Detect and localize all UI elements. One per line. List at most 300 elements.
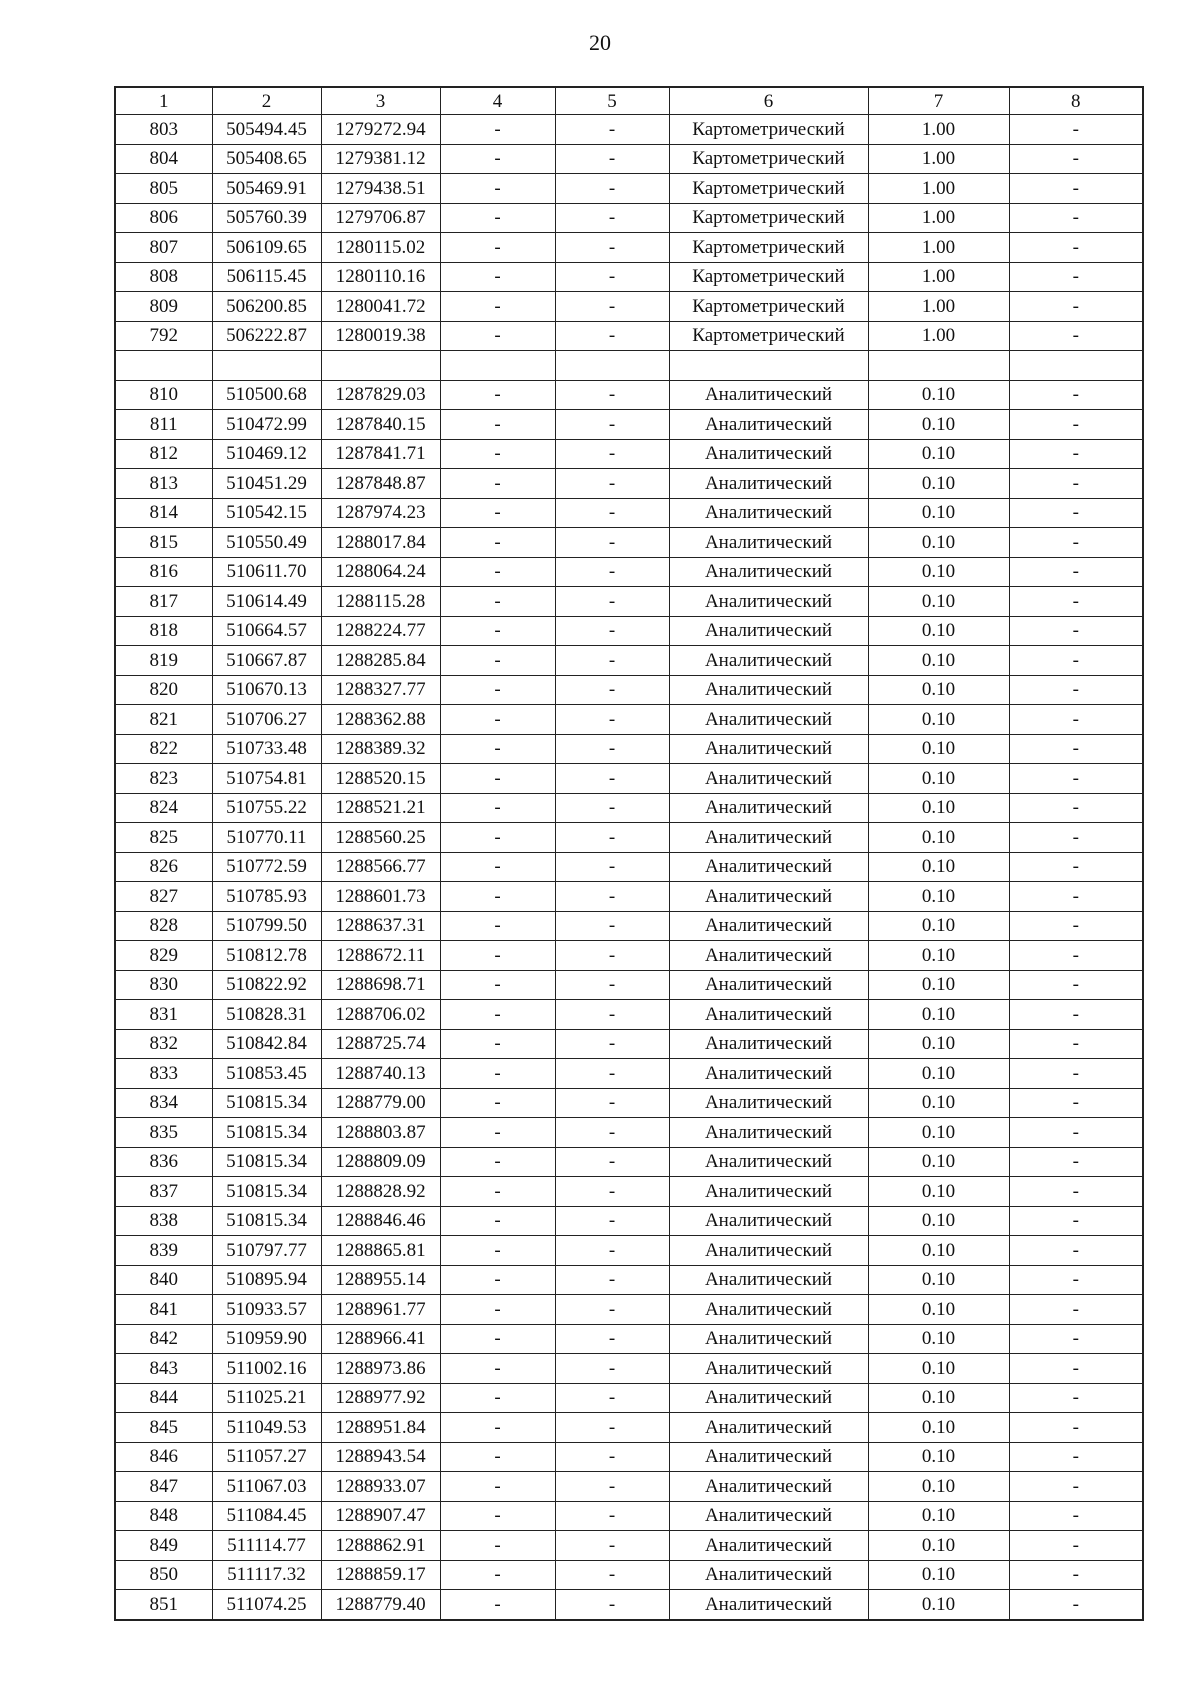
col5-cell: - [555,1236,669,1266]
method-cell: Аналитический [669,1265,868,1295]
accuracy-cell: 0.10 [868,1501,1009,1531]
col5-cell: - [555,1560,669,1590]
accuracy-cell: 0.10 [868,646,1009,676]
col8-cell: - [1009,1354,1143,1384]
y-coordinate-cell: 1279381.12 [321,144,440,174]
method-cell: Аналитический [669,1177,868,1207]
col5-cell: - [555,1029,669,1059]
y-coordinate-cell: 1288672.11 [321,941,440,971]
method-cell: Аналитический [669,469,868,499]
point-number-cell: 851 [115,1590,212,1620]
col8-cell: - [1009,823,1143,853]
col8-cell: - [1009,233,1143,263]
col5-cell: - [555,1501,669,1531]
table-row [115,1324,1143,1354]
table-row [115,646,1143,676]
x-coordinate-cell: 510799.50 [212,911,321,941]
method-cell: Аналитический [669,528,868,558]
col8-cell: - [1009,1590,1143,1620]
col4-cell: - [440,1442,555,1472]
method-cell: Аналитический [669,852,868,882]
col4-cell: - [440,1472,555,1502]
table-row [115,852,1143,882]
y-coordinate-cell: 1288064.24 [321,557,440,587]
col5-cell: - [555,1413,669,1443]
y-coordinate-cell: 1288521.21 [321,793,440,823]
y-coordinate-cell: 1288706.02 [321,1000,440,1030]
col4-cell: - [440,469,555,499]
table-row [115,410,1143,440]
y-coordinate-cell: 1279706.87 [321,203,440,233]
col5-cell: - [555,1472,669,1502]
col4-cell: - [440,1590,555,1620]
method-cell: Аналитический [669,882,868,912]
col5-cell: - [555,1147,669,1177]
method-cell: Аналитический [669,793,868,823]
col5-cell: - [555,115,669,145]
y-coordinate-cell: 1288779.00 [321,1088,440,1118]
point-number-cell: 808 [115,262,212,292]
y-coordinate-cell: 1288115.28 [321,587,440,617]
x-coordinate-cell: 510706.27 [212,705,321,735]
table-row [115,262,1143,292]
col4-cell: - [440,1354,555,1384]
x-coordinate-cell: 506200.85 [212,292,321,322]
table-row [115,1560,1143,1590]
col4-cell: - [440,941,555,971]
col4-cell: - [440,705,555,735]
table-row [115,587,1143,617]
y-coordinate-cell: 1288725.74 [321,1029,440,1059]
table-row [115,882,1143,912]
method-cell: Аналитический [669,1442,868,1472]
x-coordinate-cell: 510472.99 [212,410,321,440]
col5-cell: - [555,292,669,322]
accuracy-cell: 1.00 [868,233,1009,263]
point-number-cell: 829 [115,941,212,971]
point-number-cell: 835 [115,1118,212,1148]
coordinates-table [114,86,1144,1621]
empty-cell [321,351,440,381]
col5-cell: - [555,1265,669,1295]
point-number-cell: 816 [115,557,212,587]
col4-cell: - [440,203,555,233]
x-coordinate-cell: 510451.29 [212,469,321,499]
col8-cell: - [1009,646,1143,676]
point-number-cell: 812 [115,439,212,469]
x-coordinate-cell: 510815.34 [212,1118,321,1148]
accuracy-cell: 0.10 [868,793,1009,823]
col8-cell: - [1009,115,1143,145]
col8-cell: - [1009,941,1143,971]
col8-cell: - [1009,410,1143,440]
accuracy-cell: 0.10 [868,469,1009,499]
col5-cell: - [555,587,669,617]
x-coordinate-cell: 506109.65 [212,233,321,263]
x-coordinate-cell: 510812.78 [212,941,321,971]
col5-cell: - [555,852,669,882]
col4-cell: - [440,675,555,705]
accuracy-cell: 0.10 [868,1295,1009,1325]
column-header: 2 [212,87,321,115]
col8-cell: - [1009,1236,1143,1266]
x-coordinate-cell: 505494.45 [212,115,321,145]
empty-cell [669,351,868,381]
col5-cell: - [555,203,669,233]
point-number-cell: 806 [115,203,212,233]
col5-cell: - [555,557,669,587]
accuracy-cell: 0.10 [868,1472,1009,1502]
x-coordinate-cell: 510770.11 [212,823,321,853]
col4-cell: - [440,646,555,676]
col4-cell: - [440,882,555,912]
table-row [115,1265,1143,1295]
y-coordinate-cell: 1288955.14 [321,1265,440,1295]
table-row [115,1501,1143,1531]
table-body [115,87,1143,1620]
y-coordinate-cell: 1279438.51 [321,174,440,204]
table-row [115,1383,1143,1413]
col4-cell: - [440,734,555,764]
method-cell: Аналитический [669,1472,868,1502]
accuracy-cell: 0.10 [868,1000,1009,1030]
method-cell: Аналитический [669,1118,868,1148]
col8-cell: - [1009,469,1143,499]
col8-cell: - [1009,1029,1143,1059]
point-number-cell: 807 [115,233,212,263]
point-number-cell: 804 [115,144,212,174]
point-number-cell: 849 [115,1531,212,1561]
col8-cell: - [1009,1206,1143,1236]
x-coordinate-cell: 511025.21 [212,1383,321,1413]
col8-cell: - [1009,1472,1143,1502]
point-number-cell: 805 [115,174,212,204]
point-number-cell: 810 [115,380,212,410]
col4-cell: - [440,410,555,440]
col8-cell: - [1009,852,1143,882]
accuracy-cell: 1.00 [868,203,1009,233]
col4-cell: - [440,1147,555,1177]
method-cell: Аналитический [669,734,868,764]
point-number-cell: 842 [115,1324,212,1354]
col5-cell: - [555,764,669,794]
accuracy-cell: 0.10 [868,1590,1009,1620]
empty-cell [868,351,1009,381]
y-coordinate-cell: 1288828.92 [321,1177,440,1207]
accuracy-cell: 0.10 [868,970,1009,1000]
accuracy-cell: 0.10 [868,675,1009,705]
col5-cell: - [555,1383,669,1413]
col8-cell: - [1009,1295,1143,1325]
method-cell: Аналитический [669,1147,868,1177]
method-cell: Картометрический [669,115,868,145]
col4-cell: - [440,823,555,853]
table-row [115,1088,1143,1118]
point-number-cell: 822 [115,734,212,764]
col8-cell: - [1009,498,1143,528]
accuracy-cell: 0.10 [868,1029,1009,1059]
y-coordinate-cell: 1288951.84 [321,1413,440,1443]
method-cell: Аналитический [669,1590,868,1620]
col4-cell: - [440,1324,555,1354]
col4-cell: - [440,321,555,351]
col8-cell: - [1009,793,1143,823]
point-number-cell: 833 [115,1059,212,1089]
accuracy-cell: 0.10 [868,705,1009,735]
accuracy-cell: 0.10 [868,1059,1009,1089]
method-cell: Аналитический [669,1354,868,1384]
accuracy-cell: 0.10 [868,1324,1009,1354]
col4-cell: - [440,1531,555,1561]
col4-cell: - [440,1236,555,1266]
col5-cell: - [555,144,669,174]
point-number-cell: 832 [115,1029,212,1059]
y-coordinate-cell: 1287974.23 [321,498,440,528]
accuracy-cell: 1.00 [868,321,1009,351]
col8-cell: - [1009,1324,1143,1354]
y-coordinate-cell: 1288865.81 [321,1236,440,1266]
table-row [115,115,1143,145]
table-row [115,1177,1143,1207]
y-coordinate-cell: 1288943.54 [321,1442,440,1472]
col4-cell: - [440,557,555,587]
y-coordinate-cell: 1288601.73 [321,882,440,912]
empty-cell [212,351,321,381]
col8-cell: - [1009,616,1143,646]
x-coordinate-cell: 511049.53 [212,1413,321,1443]
accuracy-cell: 1.00 [868,262,1009,292]
col4-cell: - [440,1206,555,1236]
point-number-cell: 837 [115,1177,212,1207]
col8-cell: - [1009,203,1143,233]
table-row [115,705,1143,735]
point-number-cell: 827 [115,882,212,912]
method-cell: Аналитический [669,941,868,971]
accuracy-cell: 0.10 [868,439,1009,469]
col5-cell: - [555,410,669,440]
y-coordinate-cell: 1288698.71 [321,970,440,1000]
table-row [115,764,1143,794]
point-number-cell: 830 [115,970,212,1000]
accuracy-cell: 0.10 [868,852,1009,882]
accuracy-cell: 1.00 [868,144,1009,174]
col4-cell: - [440,439,555,469]
col4-cell: - [440,616,555,646]
x-coordinate-cell: 511002.16 [212,1354,321,1384]
x-coordinate-cell: 511084.45 [212,1501,321,1531]
method-cell: Аналитический [669,1324,868,1354]
col8-cell: - [1009,1177,1143,1207]
method-cell: Аналитический [669,587,868,617]
col4-cell: - [440,1295,555,1325]
x-coordinate-cell: 506115.45 [212,262,321,292]
table-header-row [115,87,1143,115]
table-row [115,380,1143,410]
x-coordinate-cell: 510933.57 [212,1295,321,1325]
point-number-cell: 814 [115,498,212,528]
col8-cell: - [1009,1531,1143,1561]
method-cell: Аналитический [669,410,868,440]
method-cell: Аналитический [669,1206,868,1236]
column-header: 7 [868,87,1009,115]
point-number-cell: 815 [115,528,212,558]
table-row [115,970,1143,1000]
point-number-cell: 820 [115,675,212,705]
x-coordinate-cell: 511057.27 [212,1442,321,1472]
x-coordinate-cell: 510815.34 [212,1206,321,1236]
table-row [115,734,1143,764]
col4-cell: - [440,852,555,882]
empty-cell [1009,351,1143,381]
accuracy-cell: 0.10 [868,1177,1009,1207]
y-coordinate-cell: 1280110.16 [321,262,440,292]
point-number-cell: 823 [115,764,212,794]
col5-cell: - [555,174,669,204]
y-coordinate-cell: 1288389.32 [321,734,440,764]
table-row [115,823,1143,853]
col8-cell: - [1009,262,1143,292]
table-row [115,1413,1143,1443]
col5-cell: - [555,1295,669,1325]
column-header: 3 [321,87,440,115]
accuracy-cell: 0.10 [868,823,1009,853]
table-row [115,1147,1143,1177]
col5-cell: - [555,793,669,823]
col8-cell: - [1009,321,1143,351]
method-cell: Аналитический [669,911,868,941]
x-coordinate-cell: 511117.32 [212,1560,321,1590]
x-coordinate-cell: 510733.48 [212,734,321,764]
point-number-cell: 843 [115,1354,212,1384]
col5-cell: - [555,1442,669,1472]
point-number-cell: 828 [115,911,212,941]
col5-cell: - [555,469,669,499]
x-coordinate-cell: 505408.65 [212,144,321,174]
col5-cell: - [555,439,669,469]
col5-cell: - [555,734,669,764]
method-cell: Аналитический [669,764,868,794]
method-cell: Картометрический [669,174,868,204]
col8-cell: - [1009,1442,1143,1472]
accuracy-cell: 0.10 [868,1354,1009,1384]
col5-cell: - [555,1354,669,1384]
table-row [115,793,1143,823]
col5-cell: - [555,1000,669,1030]
accuracy-cell: 0.10 [868,1560,1009,1590]
table-row [115,1590,1143,1620]
x-coordinate-cell: 510755.22 [212,793,321,823]
col4-cell: - [440,115,555,145]
x-coordinate-cell: 510500.68 [212,380,321,410]
accuracy-cell: 0.10 [868,1383,1009,1413]
point-number-cell: 838 [115,1206,212,1236]
x-coordinate-cell: 510959.90 [212,1324,321,1354]
method-cell: Аналитический [669,1501,868,1531]
accuracy-cell: 0.10 [868,557,1009,587]
x-coordinate-cell: 510614.49 [212,587,321,617]
col5-cell: - [555,1590,669,1620]
y-coordinate-cell: 1288327.77 [321,675,440,705]
col5-cell: - [555,528,669,558]
y-coordinate-cell: 1287829.03 [321,380,440,410]
col5-cell: - [555,1118,669,1148]
method-cell: Аналитический [669,557,868,587]
col4-cell: - [440,1265,555,1295]
point-number-cell: 850 [115,1560,212,1590]
table-row [115,1029,1143,1059]
col4-cell: - [440,1413,555,1443]
point-number-cell: 817 [115,587,212,617]
col8-cell: - [1009,764,1143,794]
col8-cell: - [1009,144,1143,174]
x-coordinate-cell: 510895.94 [212,1265,321,1295]
col4-cell: - [440,1000,555,1030]
column-header: 4 [440,87,555,115]
x-coordinate-cell: 510785.93 [212,882,321,912]
group-separator-row [115,351,1143,381]
method-cell: Аналитический [669,675,868,705]
table-row [115,1118,1143,1148]
col4-cell: - [440,292,555,322]
empty-cell [555,351,669,381]
col5-cell: - [555,941,669,971]
x-coordinate-cell: 510542.15 [212,498,321,528]
col4-cell: - [440,174,555,204]
col5-cell: - [555,262,669,292]
accuracy-cell: 0.10 [868,498,1009,528]
point-number-cell: 834 [115,1088,212,1118]
y-coordinate-cell: 1288637.31 [321,911,440,941]
accuracy-cell: 1.00 [868,115,1009,145]
accuracy-cell: 1.00 [868,174,1009,204]
accuracy-cell: 0.10 [868,380,1009,410]
col8-cell: - [1009,1000,1143,1030]
col4-cell: - [440,144,555,174]
accuracy-cell: 0.10 [868,882,1009,912]
x-coordinate-cell: 510828.31 [212,1000,321,1030]
x-coordinate-cell: 510842.84 [212,1029,321,1059]
table-row [115,1059,1143,1089]
col8-cell: - [1009,734,1143,764]
point-number-cell: 792 [115,321,212,351]
col5-cell: - [555,1206,669,1236]
col8-cell: - [1009,705,1143,735]
method-cell: Аналитический [669,439,868,469]
col4-cell: - [440,1501,555,1531]
point-number-cell: 846 [115,1442,212,1472]
accuracy-cell: 0.10 [868,1442,1009,1472]
x-coordinate-cell: 511067.03 [212,1472,321,1502]
y-coordinate-cell: 1288862.91 [321,1531,440,1561]
y-coordinate-cell: 1287848.87 [321,469,440,499]
col5-cell: - [555,1088,669,1118]
point-number-cell: 813 [115,469,212,499]
method-cell: Картометрический [669,321,868,351]
table-row [115,174,1143,204]
point-number-cell: 809 [115,292,212,322]
x-coordinate-cell: 505760.39 [212,203,321,233]
y-coordinate-cell: 1288859.17 [321,1560,440,1590]
method-cell: Аналитический [669,646,868,676]
y-coordinate-cell: 1280115.02 [321,233,440,263]
y-coordinate-cell: 1279272.94 [321,115,440,145]
col8-cell: - [1009,970,1143,1000]
accuracy-cell: 0.10 [868,1118,1009,1148]
x-coordinate-cell: 510550.49 [212,528,321,558]
method-cell: Аналитический [669,1059,868,1089]
x-coordinate-cell: 510611.70 [212,557,321,587]
col4-cell: - [440,498,555,528]
